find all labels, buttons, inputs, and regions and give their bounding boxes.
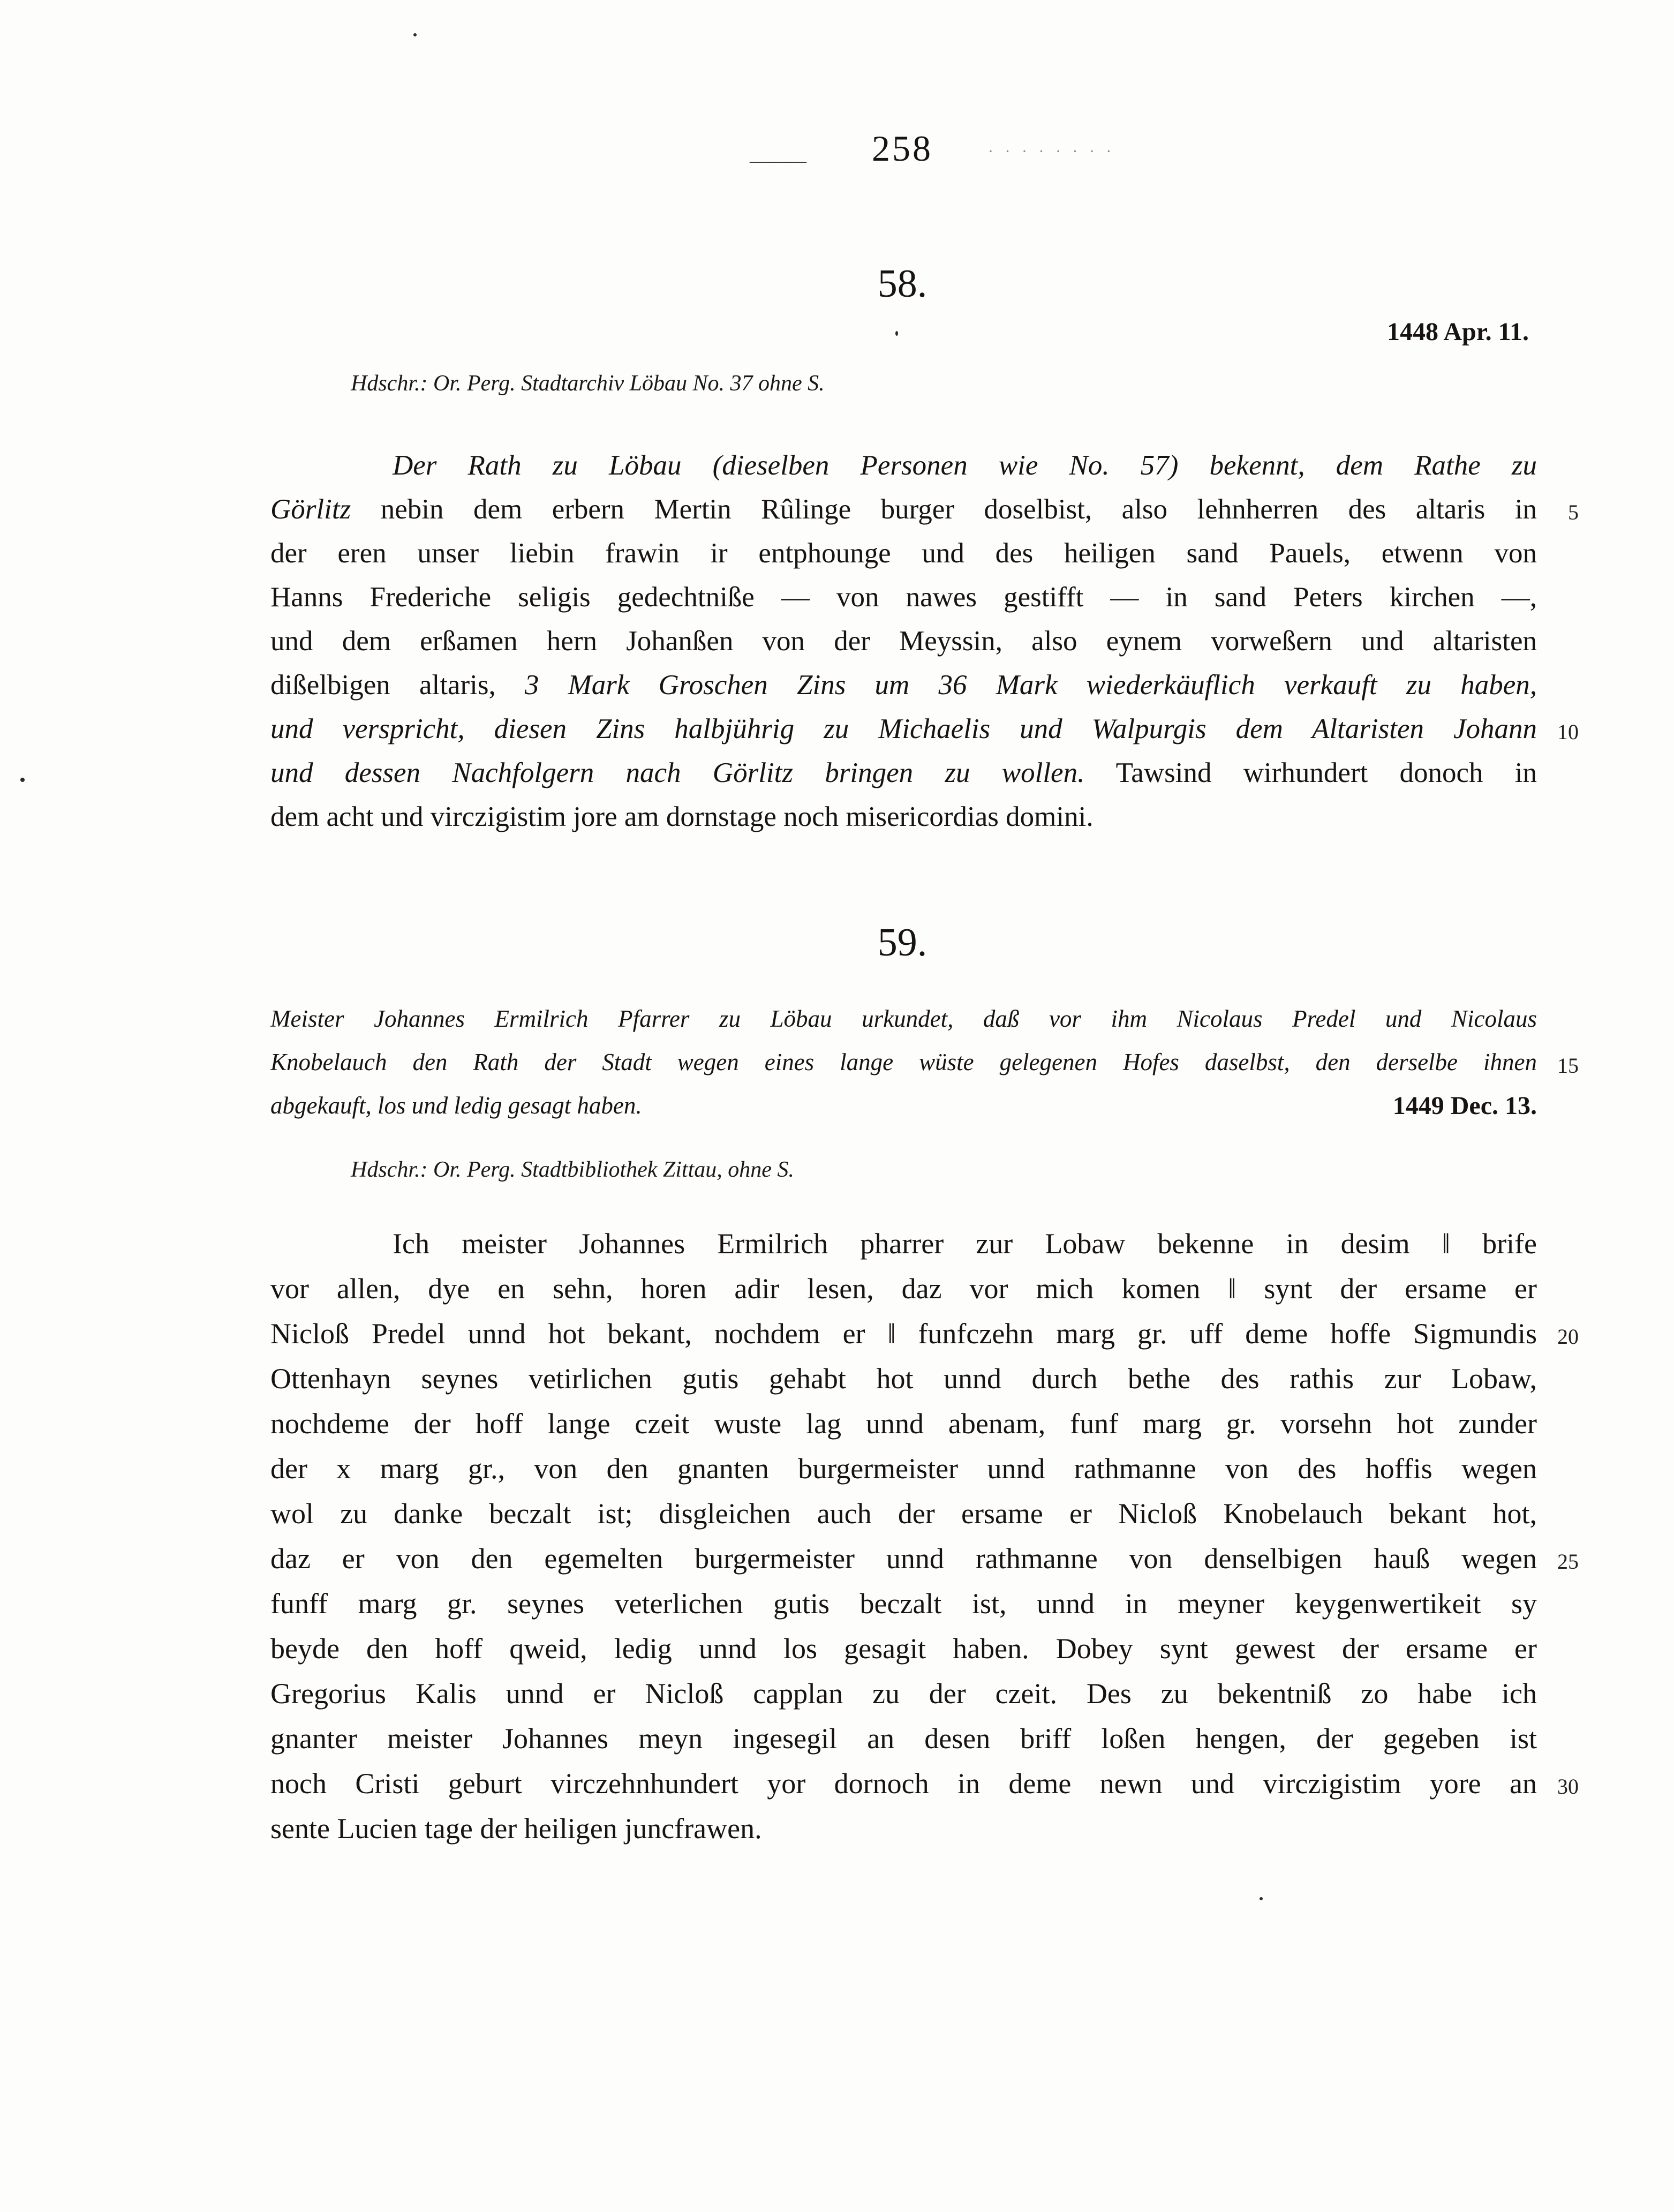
text-line (270, 1311, 1579, 1356)
text-segment: Meister Johannes Ermilrich Pfarrer zu Löbau urkundet, daß vor ihm Nicolaus Predel und Nicolaus (270, 1005, 1537, 1032)
text-segment: wol zu danke beczalt ist; disgleichen auch der ersame er Nicloß Knobelauch bekant hot, (270, 1498, 1537, 1530)
entry-58-text (270, 443, 1579, 839)
text-segment: Hanns Frederiche seligis gedechtniße — von nawes gestifft — in sand Peters kirchen —, (270, 582, 1537, 613)
text-segment: Görlitz (270, 494, 351, 525)
text-line (270, 619, 1537, 663)
margin-line-number: 25 (1557, 1549, 1579, 1574)
text-line (270, 1401, 1537, 1446)
text-segment: und dessen Nachfolgern nach Görlitz bringen zu wollen. (270, 757, 1085, 788)
entry-58-date: 1448 Apr. 11. (1387, 318, 1529, 346)
text-line (270, 1491, 1537, 1536)
text-segment: noch Cristi geburt virczehnhundert yor dornoch in deme newn und virczigistim yore an (270, 1767, 1537, 1800)
text-segment: dem acht und virczigistim jore am dornstage noch misericordias domini. (270, 801, 1094, 832)
text-segment: der eren unser liebin frawin ir entphounge und des heiligen sand Pauels, etwenn von (270, 538, 1537, 569)
text-segment: Tawsind wirhundert donoch in (1084, 757, 1537, 788)
scan-speck (1260, 1897, 1263, 1900)
margin-line-number: 20 (1557, 1325, 1579, 1349)
entry-59-text (270, 1221, 1579, 1851)
text-segment: dißelbigen altaris, (270, 669, 525, 701)
text-line (270, 707, 1579, 751)
text-segment: nochdeme der hoff lange czeit wuste lag unnd abenam, funf marg gr. vorsehn hot zunder (270, 1408, 1537, 1440)
margin-line-number: 10 (1557, 720, 1579, 744)
text-line (270, 663, 1537, 707)
text-segment: Der Rath zu Löbau (dieselben Personen wie No. 57) bekennt, dem Rathe zu (393, 450, 1537, 481)
text-line (270, 1084, 1537, 1127)
text-segment: und verspricht, diesen Zins halbjührig zu Michaelis und Walpurgis dem Altaristen Johann (270, 713, 1537, 744)
scan-speck (413, 33, 417, 36)
text-line (270, 997, 1537, 1041)
entry-59-date: 1449 Dec. 13. (1392, 1092, 1537, 1120)
text-line (270, 487, 1579, 531)
text-segment: Gregorius Kalis unnd er Nicloß capplan zu der czeit. Des zu bekentniß zo habe ich (270, 1677, 1537, 1710)
text-segment: und dem erßamen hern Johanßen von der Meyssin, also eynem vorweßern und altaristen (270, 626, 1537, 657)
scan-artifact-dash: ——— (750, 149, 804, 172)
text-line (270, 1626, 1537, 1671)
text-line (270, 443, 1537, 487)
text-line (270, 1716, 1537, 1761)
text-segment: gnanter meister Johannes meyn ingesegil an desen briff loßen hengen, der gegeben ist (270, 1722, 1537, 1755)
text-segment: Knobelauch den Rath der Stadt wegen eines lange wüste gelegenen Hofes daselbst, den derselbe ihnen (270, 1049, 1537, 1075)
entry-58-number: 58. (877, 262, 928, 306)
margin-line-number: 30 (1557, 1774, 1579, 1799)
text-segment: Ottenhayn seynes vetirlichen gutis gehabt hot unnd durch bethe des rathis zur Lobaw, (270, 1363, 1537, 1395)
text-segment: Ich meister Johannes Ermilrich pharrer zur Lobaw bekenne in desim ‖ brife (393, 1228, 1537, 1260)
text-line (270, 1266, 1537, 1311)
margin-line-number: 5 (1568, 500, 1579, 524)
text-line (270, 1446, 1537, 1491)
text-line (270, 531, 1537, 575)
text-line (270, 1761, 1579, 1806)
text-segment: beyde den hoff qweid, ledig unnd los gesagit haben. Dobey synt gewest der ersame er (270, 1632, 1537, 1665)
scan-speck (20, 778, 25, 782)
text-line (270, 1671, 1537, 1716)
scan-speck (895, 331, 898, 336)
text-segment: nebin dem erbern Mertin Rûlinge burger doselbist, also lehnherren des altaris in (351, 494, 1537, 525)
text-segment: sente Lucien tage der heiligen juncfrawen. (270, 1812, 762, 1845)
text-segment: der x marg gr., von den gnanten burgermeister unnd rathmanne von des hoffis wegen (270, 1453, 1537, 1485)
text-segment: Nicloß Predel unnd hot bekant, nochdem er ‖ funfczehn marg gr. uff deme hoffe Sigmundis (270, 1318, 1537, 1350)
page-number: 258 (872, 128, 933, 169)
entry-59-summary (270, 997, 1579, 1127)
text-segment: funff marg gr. seynes veterlichen gutis beczalt ist, unnd in meyner keygenwertikeit sy (270, 1587, 1537, 1620)
entry-59-source: Hdschr.: Or. Perg. Stadtbibliothek Zittau, ohne S. (351, 1157, 794, 1182)
text-segment: vor allen, dye en sehn, horen adir lesen, daz vor mich komen ‖ synt der ersame er (270, 1273, 1537, 1305)
text-segment: 3 Mark Groschen Zins um 36 Mark wiederkäuflich verkauft zu haben, (524, 669, 1537, 701)
text-line (270, 1041, 1579, 1084)
text-line (270, 575, 1537, 619)
page-header (0, 127, 1674, 186)
text-line (270, 1356, 1537, 1401)
text-line (270, 1806, 1537, 1851)
text-line (270, 1221, 1537, 1266)
text-segment: daz er von den egemelten burgermeister unnd rathmanne von denselbigen hauß wegen (270, 1543, 1537, 1575)
text-segment: abgekauft, los und ledig gesagt haben. (270, 1092, 642, 1119)
text-line (270, 1536, 1579, 1581)
text-line (270, 795, 1537, 839)
scan-artifact-dots: · · · · · · · · (988, 142, 1115, 160)
margin-line-number: 15 (1557, 1054, 1579, 1078)
entry-58-source: Hdschr.: Or. Perg. Stadtarchiv Löbau No. 37 ohne S. (351, 371, 825, 396)
entry-59-number: 59. (877, 921, 928, 965)
text-line (270, 1581, 1537, 1626)
text-line (270, 751, 1537, 795)
